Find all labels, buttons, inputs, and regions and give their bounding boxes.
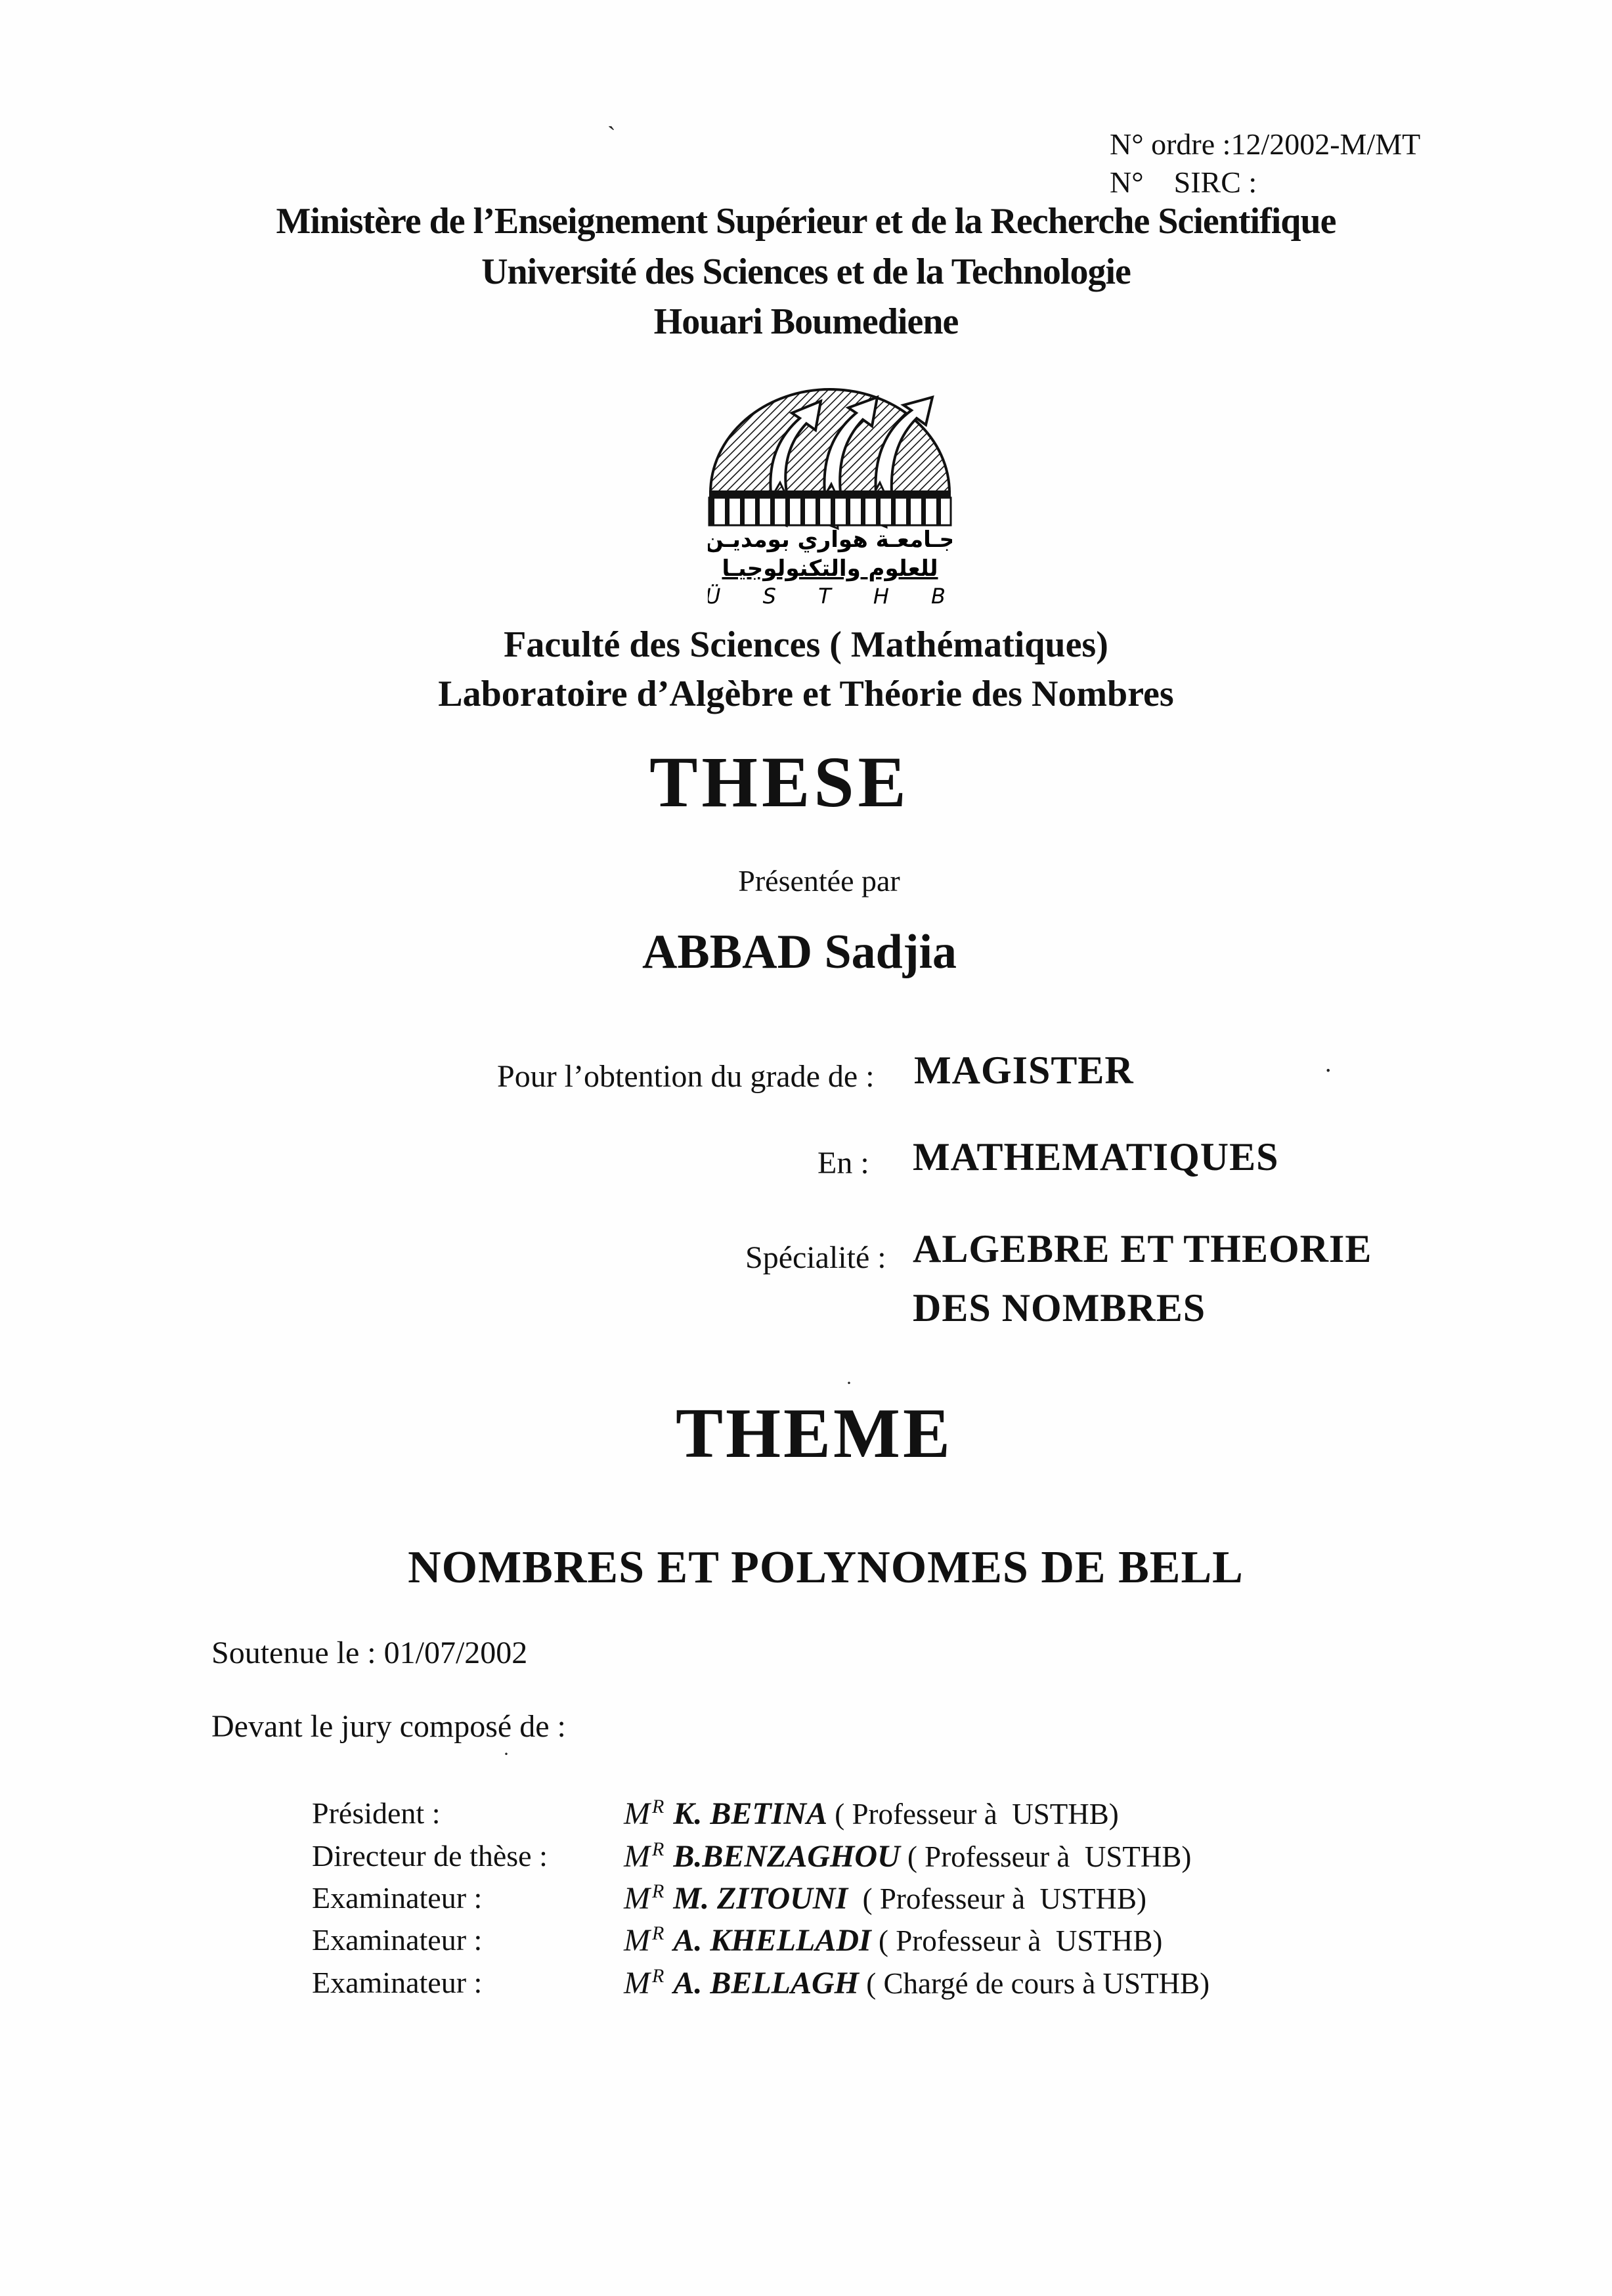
specialty-label: Spécialité : xyxy=(745,1240,886,1275)
defense-date-line: Soutenue le : 01/07/2002 xyxy=(211,1635,528,1670)
jury-name: M. ZITOUNI xyxy=(673,1881,848,1916)
logo-arabic-line1: جـامعـة هواري بومديـن xyxy=(708,527,952,553)
specialty-value-line2: DES NOMBRES xyxy=(913,1286,1206,1330)
order-number: N° ordre :12/2002-M/MT xyxy=(1110,127,1421,161)
jury-name: A. BELLAGH xyxy=(673,1966,860,2001)
honorific-prefix: M xyxy=(624,1796,650,1831)
logo-colonnade xyxy=(709,498,951,525)
honorific-sup: R xyxy=(651,1965,664,1987)
jury-row-president xyxy=(312,1796,1494,1835)
scan-artifact-tick: ` xyxy=(607,122,616,150)
jury-affiliation: ( Professeur à USTHB) xyxy=(827,1798,1119,1830)
jury-role: Directeur de thèse : xyxy=(312,1839,548,1873)
jury-affiliation: ( Professeur à USTHB) xyxy=(900,1840,1192,1873)
grade-value: MAGISTER xyxy=(914,1049,1134,1092)
specialty-value-line1: ALGEBRE ET THEORIE xyxy=(913,1227,1372,1270)
author-name: ABBAD Sadjia xyxy=(642,925,957,979)
university-line: Université des Sciences et de la Technologie xyxy=(481,251,1131,292)
honorific-prefix: M xyxy=(624,1839,650,1874)
jury-member xyxy=(624,1965,1209,2001)
field-value: MATHEMATIQUES xyxy=(913,1135,1279,1179)
honorific-prefix: M xyxy=(624,1923,650,1958)
grade-label: Pour l’obtention du grade de : xyxy=(497,1059,875,1094)
ministry-line: Ministère de l’Enseignement Supérieur et de la Recherche Scientifique xyxy=(276,201,1336,242)
logo-base-bar xyxy=(709,490,951,498)
jury-row-directeur xyxy=(312,1838,1494,1878)
jury-row-examinateur-2 xyxy=(312,1922,1494,1962)
jury-member xyxy=(624,1838,1191,1874)
scan-artifact-dot-theme: · xyxy=(846,1372,852,1394)
faculty-line: Faculté des Sciences ( Mathématiques) xyxy=(504,624,1108,665)
honorific-sup: R xyxy=(651,1922,664,1944)
jury-role: Examinateur : xyxy=(312,1966,483,1999)
jury-member xyxy=(624,1922,1162,1959)
jury-affiliation: ( Chargé de cours à USTHB) xyxy=(859,1967,1210,2000)
jury-member xyxy=(624,1880,1146,1917)
honorific-sup: R xyxy=(651,1796,664,1817)
thesis-heading: THESE xyxy=(649,742,910,822)
university-name-line: Houari Boumediene xyxy=(653,301,959,342)
jury-affiliation: ( Professeur à USTHB) xyxy=(848,1882,1147,1915)
jury-affiliation: ( Professeur à USTHB) xyxy=(871,1924,1163,1957)
usthb-logo-graphic xyxy=(708,384,952,614)
jury-role: Président : xyxy=(312,1796,441,1830)
jury-role: Examinateur : xyxy=(312,1881,483,1915)
jury-row-examinateur-1 xyxy=(312,1880,1494,1920)
scan-artifact-dot-jury: · xyxy=(503,1743,510,1765)
laboratory-line: Laboratoire d’Algèbre et Théorie des Nombres xyxy=(438,674,1174,714)
jury-member xyxy=(624,1796,1119,1832)
scan-artifact-dot-magister: . xyxy=(1325,1050,1332,1077)
jury-name: A. KHELLADI xyxy=(673,1923,871,1958)
usthb-logo xyxy=(708,384,952,614)
jury-name: B.BENZAGHOU xyxy=(673,1839,900,1874)
jury-role: Examinateur : xyxy=(312,1923,483,1957)
honorific-sup: R xyxy=(651,1880,664,1902)
logo-acronym: Ü S T H B xyxy=(708,584,952,609)
presented-by-label: Présentée par xyxy=(738,864,900,898)
logo-arabic-line2: للعلوم والتكنولوجيـا xyxy=(722,555,938,582)
honorific-prefix: M xyxy=(624,1881,650,1916)
field-label: En : xyxy=(817,1146,869,1180)
jury-intro-line: Devant le jury composé de : xyxy=(211,1709,566,1744)
jury-row-examinateur-3 xyxy=(312,1965,1494,2004)
honorific-sup: R xyxy=(651,1838,664,1860)
honorific-prefix: M xyxy=(624,1966,650,2001)
main-title: NOMBRES ET POLYNOMES DE BELL xyxy=(408,1542,1244,1593)
sirc-number: N° SIRC : xyxy=(1110,165,1257,199)
jury-name: K. BETINA xyxy=(673,1796,828,1831)
theme-heading: THEME xyxy=(675,1395,953,1473)
